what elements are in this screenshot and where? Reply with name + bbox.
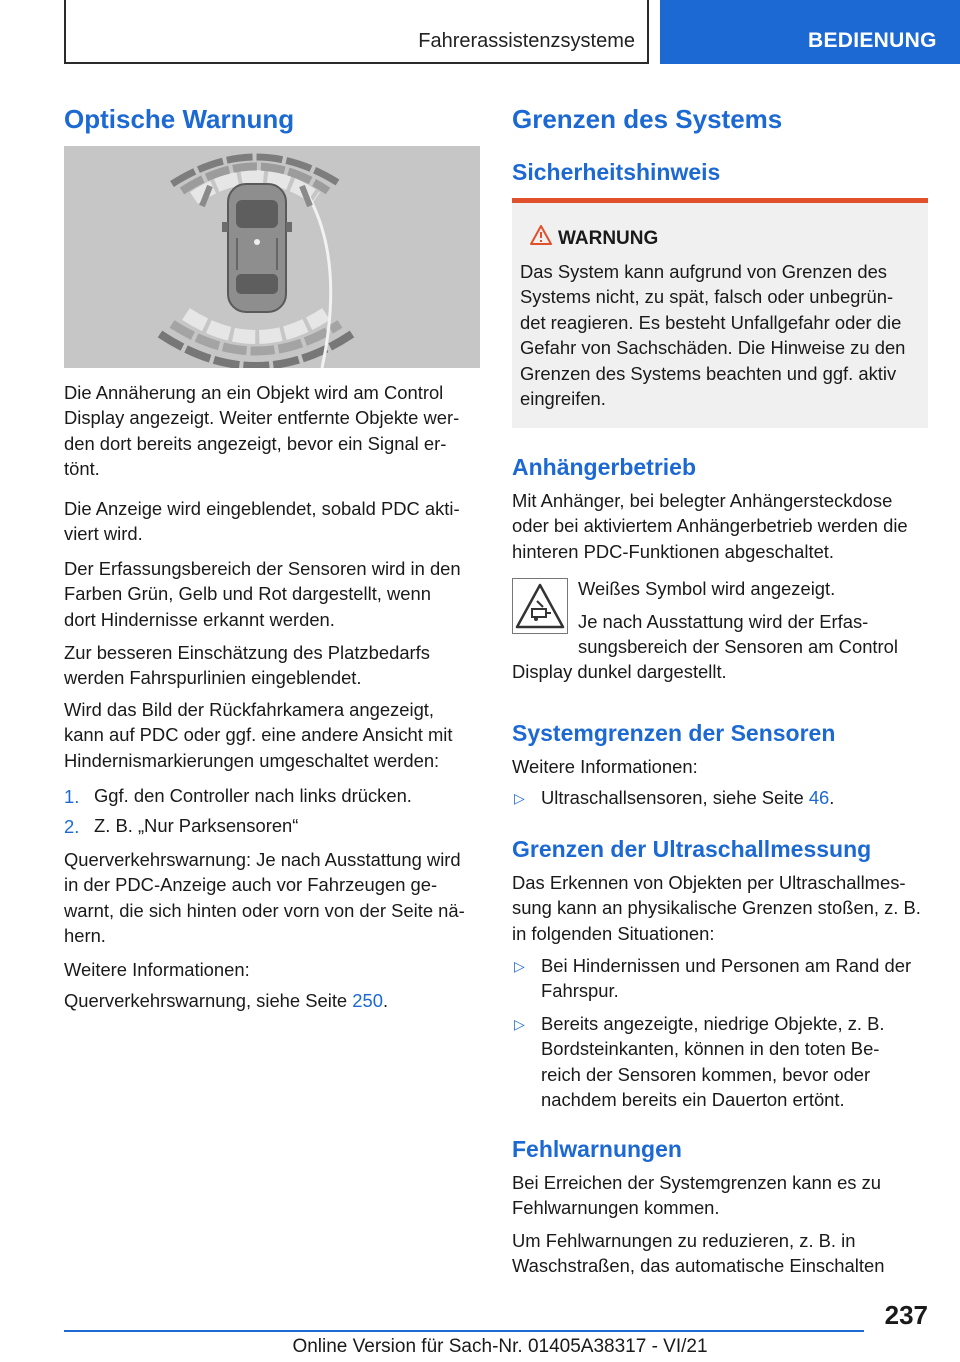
text-line: reich der Sensoren kommen, bevor oder — [541, 1063, 871, 1085]
text-line: eingreifen. — [520, 388, 606, 410]
paragraph-cross-traffic — [64, 847, 484, 949]
step-text: Ggf. den Controller nach links drücken. — [94, 785, 412, 806]
text-line: Die Anzeige wird eingeblendet, sobald PDC akti- — [64, 498, 460, 519]
text-line: viert wird. — [64, 523, 143, 545]
text-line: Waschstraßen, das automatische Einschalten — [512, 1255, 885, 1277]
text-line: Querverkehrswarnung: Je nach Ausstattung wird — [64, 849, 461, 870]
text-line: dort Hindernisse erkannt werden. — [64, 608, 335, 630]
text-line: hern. — [64, 925, 106, 947]
text-line: Bereits angezeigte, niedrige Objekte, z. B. — [541, 1013, 885, 1034]
warning-box — [512, 198, 928, 428]
list-item — [541, 953, 928, 1004]
paragraph-more-info: Weitere Informationen: — [64, 959, 250, 980]
paragraph-false-warnings — [512, 1170, 928, 1221]
text-line: Display angezeigt. Weiter entfernte Objekte wer- — [64, 407, 460, 429]
paragraph-detection-range — [64, 556, 480, 632]
text-line: Systems nicht, zu spät, falsch oder unbegrün- — [520, 286, 894, 308]
text-line: det reagieren. Es besteht Unfallgefahr oder die — [520, 311, 902, 333]
ref-end: . — [382, 990, 389, 1011]
text-line: den dort bereits angezeigt, bevor ein Signal er- — [64, 432, 447, 454]
text-line: nachdem bereits ein Dauerton ertönt. — [541, 1089, 845, 1111]
text-line: in der PDC-Anzeige auch vor Fahrzeugen ge- — [64, 874, 438, 896]
page-link-250[interactable]: 250 — [352, 990, 383, 1011]
text-line: werden Fahrspurlinien eingeblendet. — [64, 667, 362, 689]
chapter-title: Fahrerassistenzsysteme — [418, 30, 635, 52]
text-line: Bei Erreichen der Systemgrenzen kann es zu — [512, 1172, 882, 1193]
text-line: Wird das Bild der Rückfahrkamera angezeigt, — [64, 699, 435, 720]
triangle-bullet-icon: ▷ — [514, 958, 525, 974]
page-number: 237 — [884, 1300, 928, 1330]
text-line: Zur besseren Einschätzung des Platzbedarfs — [64, 642, 430, 663]
trailer-mode-icon — [512, 578, 568, 634]
paragraph-camera — [64, 697, 480, 773]
text-line: Das Erkennen von Objekten per Ultraschallmes- — [512, 872, 906, 893]
text-line: Das System kann aufgrund von Grenzen des — [520, 261, 887, 282]
heading-optische-warnung: Optische Warnung — [64, 104, 295, 134]
heading-systemgrenzen-sensoren: Systemgrenzen der Sensoren — [512, 720, 836, 746]
ref-text: Ultraschallsensoren, siehe Seite — [541, 787, 809, 808]
text-line: Gefahr von Sachschäden. Die Hinweise zu den — [520, 337, 906, 359]
section-title: BEDIENUNG — [808, 29, 937, 52]
ref-end: . — [829, 787, 835, 808]
footer-divider — [64, 1330, 864, 1332]
warning-label: WARNUNG — [558, 228, 659, 249]
footer-online-version: Online Version für Sach-Nr. 01405A38317 - VI/21 — [292, 1336, 708, 1357]
list-item — [541, 1011, 928, 1113]
text-line: tönt. — [64, 458, 100, 480]
trailer-icon-detail-end: Display dunkel dargestellt. — [512, 661, 727, 682]
paragraph-cross-traffic-ref — [64, 988, 480, 1013]
warning-text — [520, 259, 924, 411]
text-line: Je nach Ausstattung wird der Erfas- — [578, 611, 869, 632]
text-line: warnt, die sich hinten oder vorn von der Seite nä- — [64, 899, 465, 921]
step-number: 1. — [64, 786, 80, 807]
paragraph-reduce-false-warnings — [512, 1228, 928, 1279]
text-line: sung kann an physikalische Grenzen stoßen, z. B. — [512, 897, 921, 919]
text-line: kann auf PDC oder ggf. eine andere Ansicht mit — [64, 724, 453, 746]
paragraph-trailer — [512, 488, 932, 564]
text-line: Fehlwarnungen kommen. — [512, 1197, 720, 1219]
triangle-bullet-icon: ▷ — [514, 790, 525, 806]
text-line: Grenzen des Systems beachten und ggf. aktiv — [520, 362, 897, 384]
text-line: hinteren PDC-Funktionen abgeschaltet. — [512, 540, 835, 562]
text-line: oder bei aktiviertem Anhängerbetrieb werden die — [512, 515, 908, 537]
heading-sicherheitshinweis: Sicherheitshinweis — [512, 159, 721, 185]
list-item-ultrasonic — [541, 785, 928, 810]
text-line: Hindernismarkierungen umgeschaltet werden: — [64, 749, 440, 771]
page-link-46[interactable]: 46 — [808, 787, 830, 808]
paragraph-approach — [64, 380, 480, 482]
triangle-bullet-icon: ▷ — [514, 1016, 525, 1032]
heading-anhaengerbetrieb: Anhängerbetrieb — [512, 454, 697, 480]
warning-triangle-icon — [530, 225, 552, 245]
text-line: Der Erfassungsbereich der Sensoren wird in den — [64, 558, 461, 579]
text-line: in folgenden Situationen: — [512, 922, 715, 944]
paragraph-ultrasonic-limits — [512, 870, 932, 946]
text-line: Bordsteinkanten, können in den toten Be- — [541, 1038, 880, 1060]
text-line: Um Fehlwarnungen zu reduzieren, z. B. in — [512, 1230, 856, 1251]
text-line: sungsbereich der Sensoren am Control — [578, 636, 898, 658]
parking-sensor-car-image — [64, 146, 480, 368]
parking-sensor-illustration — [64, 146, 480, 368]
heading-grenzen-des-systems: Grenzen des Systems — [512, 104, 783, 134]
text-line: Bei Hindernissen und Personen am Rand der — [541, 955, 912, 976]
text-line: Fahrspur. — [541, 980, 619, 1002]
step-number: 2. — [64, 816, 80, 837]
text-line: Die Annäherung an ein Objekt wird am Control — [64, 382, 444, 403]
heading-fehlwarnungen: Fehlwarnungen — [512, 1136, 682, 1162]
trailer-icon-text: Weißes Symbol wird angezeigt. — [578, 578, 836, 599]
paragraph-sensor-info: Weitere Informationen: — [512, 756, 698, 777]
trailer-icon-detail — [578, 609, 930, 660]
step-text: Z. B. „Nur Parksensoren“ — [94, 815, 299, 836]
text-line: Farben Grün, Gelb und Rot dargestellt, wenn — [64, 583, 431, 605]
text-line: Mit Anhänger, bei belegter Anhängersteckdose — [512, 490, 893, 511]
heading-ultraschallmessung: Grenzen der Ultraschallmessung — [512, 836, 872, 862]
paragraph-lane-lines — [64, 640, 480, 691]
ref-text: Querverkehrswarnung, siehe Seite — [64, 990, 353, 1011]
paragraph-display-activation — [64, 496, 480, 547]
trailer-icon-graphic — [513, 579, 567, 633]
